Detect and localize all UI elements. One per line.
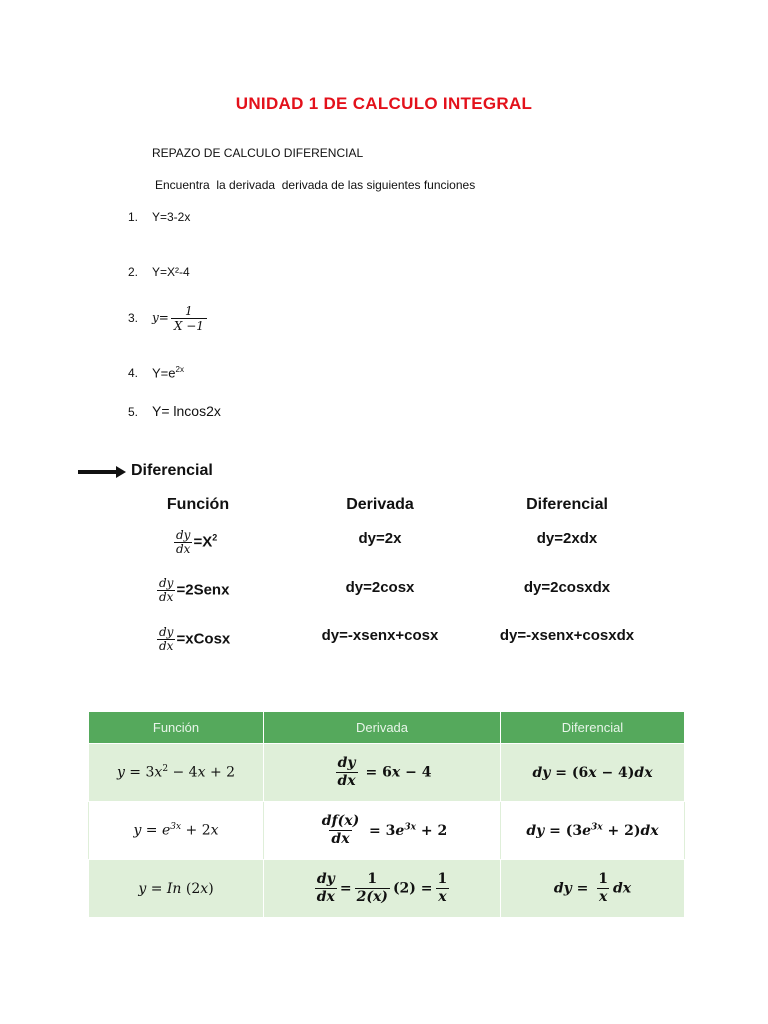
table-row	[89, 744, 685, 802]
exercise-text: Y=e	[152, 365, 176, 381]
exercise-number: 5.	[128, 405, 139, 419]
formula-cell: $\frac{df(x)}{dx}$ = $3e^{3x} + 2$	[264, 802, 501, 860]
arrow-shaft	[78, 470, 118, 474]
exercise-3	[128, 304, 209, 333]
exercise-number: 2.	[128, 265, 139, 279]
function-cell-2: $\frac{dy}{dx}$ =2Senx	[159, 576, 230, 604]
derivative-cell-1: dy=2x	[358, 530, 402, 547]
fraction	[171, 304, 207, 333]
arrow-icon	[116, 466, 126, 478]
fraction-numerator: 1	[185, 304, 193, 318]
exponent: 2x	[175, 365, 184, 374]
exercise-text: Y= lncos2x	[152, 403, 221, 419]
formula-cell: dy = $(3e^{3x} + 2)dx$	[501, 802, 685, 860]
table-header-derivada: Derivada	[264, 712, 501, 744]
formula-cell: dy = (6x − 4)dx	[501, 744, 685, 802]
instruction-text: Encuentra la derivada derivada de las siguientes funciones	[155, 178, 476, 192]
table-header-funcion: Función	[89, 712, 264, 744]
exercise-5	[128, 403, 221, 419]
fraction-denominator: X −1	[171, 318, 207, 333]
col-header-diferencial: Diferencial	[526, 496, 608, 513]
table-row	[89, 802, 685, 860]
formula-cell: y = In (2x)	[89, 860, 264, 918]
formula-cell: $\frac{dy}{dx}$ = $\frac{1}{2(x)}$ (2) = $\frac{1}{x}$	[264, 860, 501, 918]
exercise-4	[128, 365, 184, 380]
formula-cell: $\frac{dy}{dx}$ = 6x − 4	[264, 744, 501, 802]
formula-cell: $y = e^{3x} + 2x$	[89, 802, 264, 860]
derivative-cell-3: dy=-xsenx+cosx	[321, 627, 439, 644]
subtitle: REPAZO DE CALCULO DIFERENCIAL	[152, 146, 364, 160]
exercise-text: Y=3-2x	[152, 210, 191, 224]
table-header-diferencial: Diferencial	[501, 712, 685, 744]
differential-cell-1: dy=2xdx	[536, 530, 598, 547]
exercise-text: Y=X²-4	[152, 265, 190, 279]
dy-dx-fraction: $\frac{dy}{dx}$	[159, 576, 174, 604]
exercise-2	[128, 265, 190, 279]
dy-dx-fraction: $\frac{dy}{dx}$	[176, 528, 191, 556]
derivative-cell-2: dy=2cosx	[345, 579, 415, 596]
exercise-number: 4.	[128, 366, 139, 381]
col-header-funcion: Función	[166, 496, 230, 513]
exercise-1	[128, 210, 190, 224]
function-cell-1: $\frac{dy}{dx}$ $=X^2$	[176, 528, 218, 556]
derivatives-table	[88, 711, 685, 918]
formula-cell: dy = $\frac{1}{x}$ dx	[501, 860, 685, 918]
exercise-lhs: y=	[152, 310, 169, 325]
col-header-derivada: Derivada	[346, 496, 414, 513]
function-cell-3: $\frac{dy}{dx}$ =xCosx	[159, 625, 231, 653]
section-heading: Diferencial	[131, 462, 213, 479]
differential-cell-3: dy=-xsenx+cosxdx	[499, 627, 635, 644]
formula-cell: $y = 3x^2 - 4x + 2$	[89, 744, 264, 802]
exercise-number: 1.	[128, 210, 139, 224]
document-title: UNIDAD 1 DE CALCULO INTEGRAL	[235, 94, 533, 113]
exercise-number: 3.	[128, 310, 139, 325]
table-row	[89, 860, 685, 918]
differential-cell-2: dy=2cosxdx	[523, 579, 611, 596]
dy-dx-fraction: $\frac{dy}{dx}$	[159, 625, 174, 653]
